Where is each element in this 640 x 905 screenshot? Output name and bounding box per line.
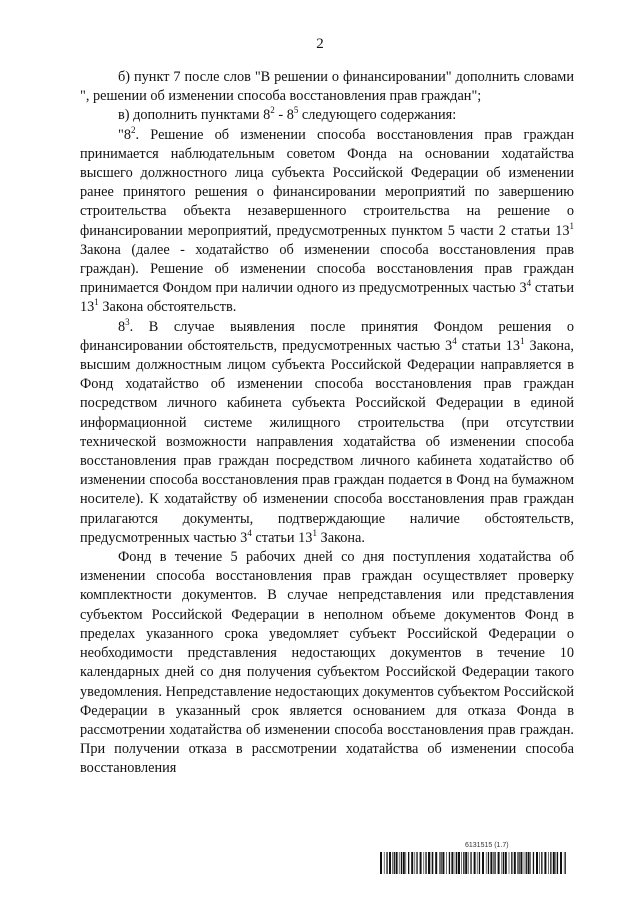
- superscript: 1: [312, 528, 317, 539]
- barcode-bar: [392, 852, 393, 874]
- barcode-bar: [439, 852, 440, 874]
- barcode-bar: [411, 852, 413, 874]
- barcode-bar: [544, 852, 546, 874]
- paragraph-8-3: [80, 318, 574, 548]
- barcode-bar: [560, 852, 562, 874]
- text-run: статьи 13: [80, 280, 574, 316]
- paragraph-v: [80, 106, 574, 125]
- superscript: 1: [569, 220, 574, 231]
- barcode-bar: [416, 852, 417, 874]
- barcode-bar: [425, 852, 426, 874]
- text-run: 8: [118, 318, 126, 335]
- barcode-bar: [451, 852, 453, 874]
- text-run: статьи 13: [456, 337, 521, 354]
- text-run: - 8: [274, 107, 294, 124]
- barcode-bar: [493, 852, 494, 874]
- barcode-bar: [403, 852, 405, 874]
- text-run: статьи 13: [251, 529, 313, 546]
- superscript: 4: [526, 278, 532, 289]
- document-body: [80, 68, 574, 779]
- barcode-bar: [503, 852, 504, 874]
- barcode-bar: [389, 852, 391, 874]
- barcode-bar: [482, 852, 484, 874]
- barcode-bar: [468, 852, 469, 874]
- barcode-bar: [533, 852, 534, 874]
- barcode-bar: [442, 852, 444, 874]
- barcode-bar: [541, 852, 542, 874]
- text-run: следующего содержания:: [298, 107, 457, 124]
- barcode-bar: [502, 852, 503, 874]
- barcode-bar: [498, 852, 500, 874]
- text-run: Закона (далее - ходатайство об изменении способа восстановления прав граждан). Решение об изменении способа восстановления прав граждан принимается Фондом при наличии одного из предусмотренных частью 3: [80, 241, 574, 297]
- text-run: Закона обстоятельств.: [98, 299, 237, 316]
- barcode-bar: [494, 852, 495, 874]
- superscript: 4: [452, 336, 457, 347]
- barcode-bar: [474, 852, 476, 874]
- document-code: 6131515 (1.7): [465, 842, 509, 849]
- barcode-bar: [520, 852, 522, 874]
- barcode-bar: [517, 852, 518, 874]
- barcode-bar: [406, 852, 407, 874]
- barcode-bar: [458, 852, 460, 874]
- superscript: 2: [131, 124, 136, 135]
- barcode-bar: [463, 852, 464, 874]
- barcode-bar: [564, 852, 565, 874]
- superscript: 2: [270, 105, 275, 116]
- barcode-bar: [456, 852, 457, 874]
- barcode-bar: [530, 852, 531, 874]
- text-run: . Решение об изменении способа восстановления прав граждан принимается наблюдательным советом Фонда на основании ходатайства высшего должностного лица субъекта Российской Федерации об изменении ранее принятого решения о финансировании мероприятий по завершению строительства объекта незавершенного строительства на решение о финансировании мероприятий, предусмотренных пунктом 5 части 2 статьи 13: [80, 126, 574, 239]
- barcode-bar: [386, 852, 387, 874]
- barcode-bar: [557, 852, 558, 874]
- barcode-bar: [428, 852, 430, 874]
- barcode-bar: [509, 852, 510, 874]
- barcode-bar: [432, 852, 433, 874]
- text-run: . В случае выявления после принятия Фондом решения о финансировании обстоятельств, предусмотренных частью 3: [80, 318, 574, 354]
- text-run: Закона, высшим должностным лицом субъекта Российской Федерации направляется в Фонд ходатайство об изменении способа восстановления прав граждан посредством личного кабинета субъекта Российской Федерации в единой информационной системе жилищного строительства (при отсутствии технической возможности направления ходатайства об изменении способа восстановления прав граждан посредством личного кабинета ходатайство об изменении способа восстановления прав граждан подается в Фонд на бумажном носителе). К ходатайству об изменении способа восстановления прав граждан прилагаются документы, подтверждающие наличие обстоятельств, предусмотренных частью 3: [80, 337, 575, 546]
- barcode-bar: [528, 852, 530, 874]
- barcode-bar: [524, 852, 525, 874]
- barcode-bar: [461, 852, 462, 874]
- barcode-bar: [539, 852, 540, 874]
- barcode-bar: [536, 852, 538, 874]
- superscript: 3: [125, 316, 130, 327]
- barcode-bar: [548, 852, 549, 874]
- barcode-bar: [488, 852, 489, 874]
- superscript: 4: [247, 528, 252, 539]
- barcode-bar: [415, 852, 416, 874]
- barcode-bar: [449, 852, 450, 874]
- barcode-bar: [431, 852, 432, 874]
- barcode-bar: [399, 852, 400, 874]
- barcode-bar: [518, 852, 519, 874]
- barcode-bar: [446, 852, 447, 874]
- barcode-bar: [526, 852, 527, 874]
- text-run: "8: [118, 126, 131, 143]
- paragraph-b: [80, 68, 574, 106]
- text-run: б) пункт 7 после слов "В решении о финансировании" дополнить словами ", решении об изменении способа восстановления прав граждан";: [80, 69, 574, 105]
- text-run: Фонд в течение 5 рабочих дней со дня поступления ходатайства об изменении способа восстановления прав граждан осуществляет проверку комплектности документов. В случае непредставления или представления субъектом Российской Федерации в неполном объеме документов Фонд в пределах указанного срока уведомляет субъект Российской Федерации о необходимости представления недостающих документов в течение 10 календарных дней со дня получения субъектом Российской Федерации такого уведомления. Непредставление недостающих документов субъектом Российской Федерации в указанный срок является основанием для отказа Фонда в рассмотрении ходатайства об изменении способа восстановления прав граждан. При получении отказа в рассмотрении ходатайства об изменении способа восстановления: [80, 549, 574, 777]
- superscript: 5: [293, 105, 299, 116]
- barcode-bar: [511, 852, 512, 874]
- barcode-bar: [465, 852, 467, 874]
- barcode-bar: [477, 852, 478, 874]
- barcode-bar: [384, 852, 385, 874]
- superscript: 1: [94, 297, 99, 308]
- barcode-bar: [553, 852, 555, 874]
- barcode-bar: [486, 852, 487, 874]
- page-number: 2: [316, 36, 324, 52]
- text-run: Закона.: [316, 529, 365, 546]
- paragraph-fund-review: [80, 548, 574, 778]
- barcode-bar: [380, 852, 382, 874]
- barcode-bar: [394, 852, 395, 874]
- barcode-bar: [565, 852, 566, 874]
- paragraph-8-2: [80, 126, 574, 318]
- barcode-bar: [440, 852, 441, 874]
- barcode-bar: [424, 852, 425, 874]
- superscript: 1: [520, 336, 525, 347]
- barcode-bar: [396, 852, 398, 874]
- barcode-bar: [505, 852, 507, 874]
- barcode-bar: [455, 852, 456, 874]
- barcode-bar: [550, 852, 551, 874]
- barcode-image: [380, 852, 566, 874]
- barcode-bar: [490, 852, 492, 874]
- barcode-bar: [514, 852, 516, 874]
- barcode-bar: [556, 852, 557, 874]
- barcode-bar: [420, 852, 422, 874]
- barcode-bar: [435, 852, 437, 874]
- barcode-bar: [479, 852, 480, 874]
- text-run: в) дополнить пунктами 8: [118, 107, 271, 124]
- barcode-bar: [401, 852, 402, 874]
- barcode-bar: [470, 852, 471, 874]
- barcode-bar: [408, 852, 409, 874]
